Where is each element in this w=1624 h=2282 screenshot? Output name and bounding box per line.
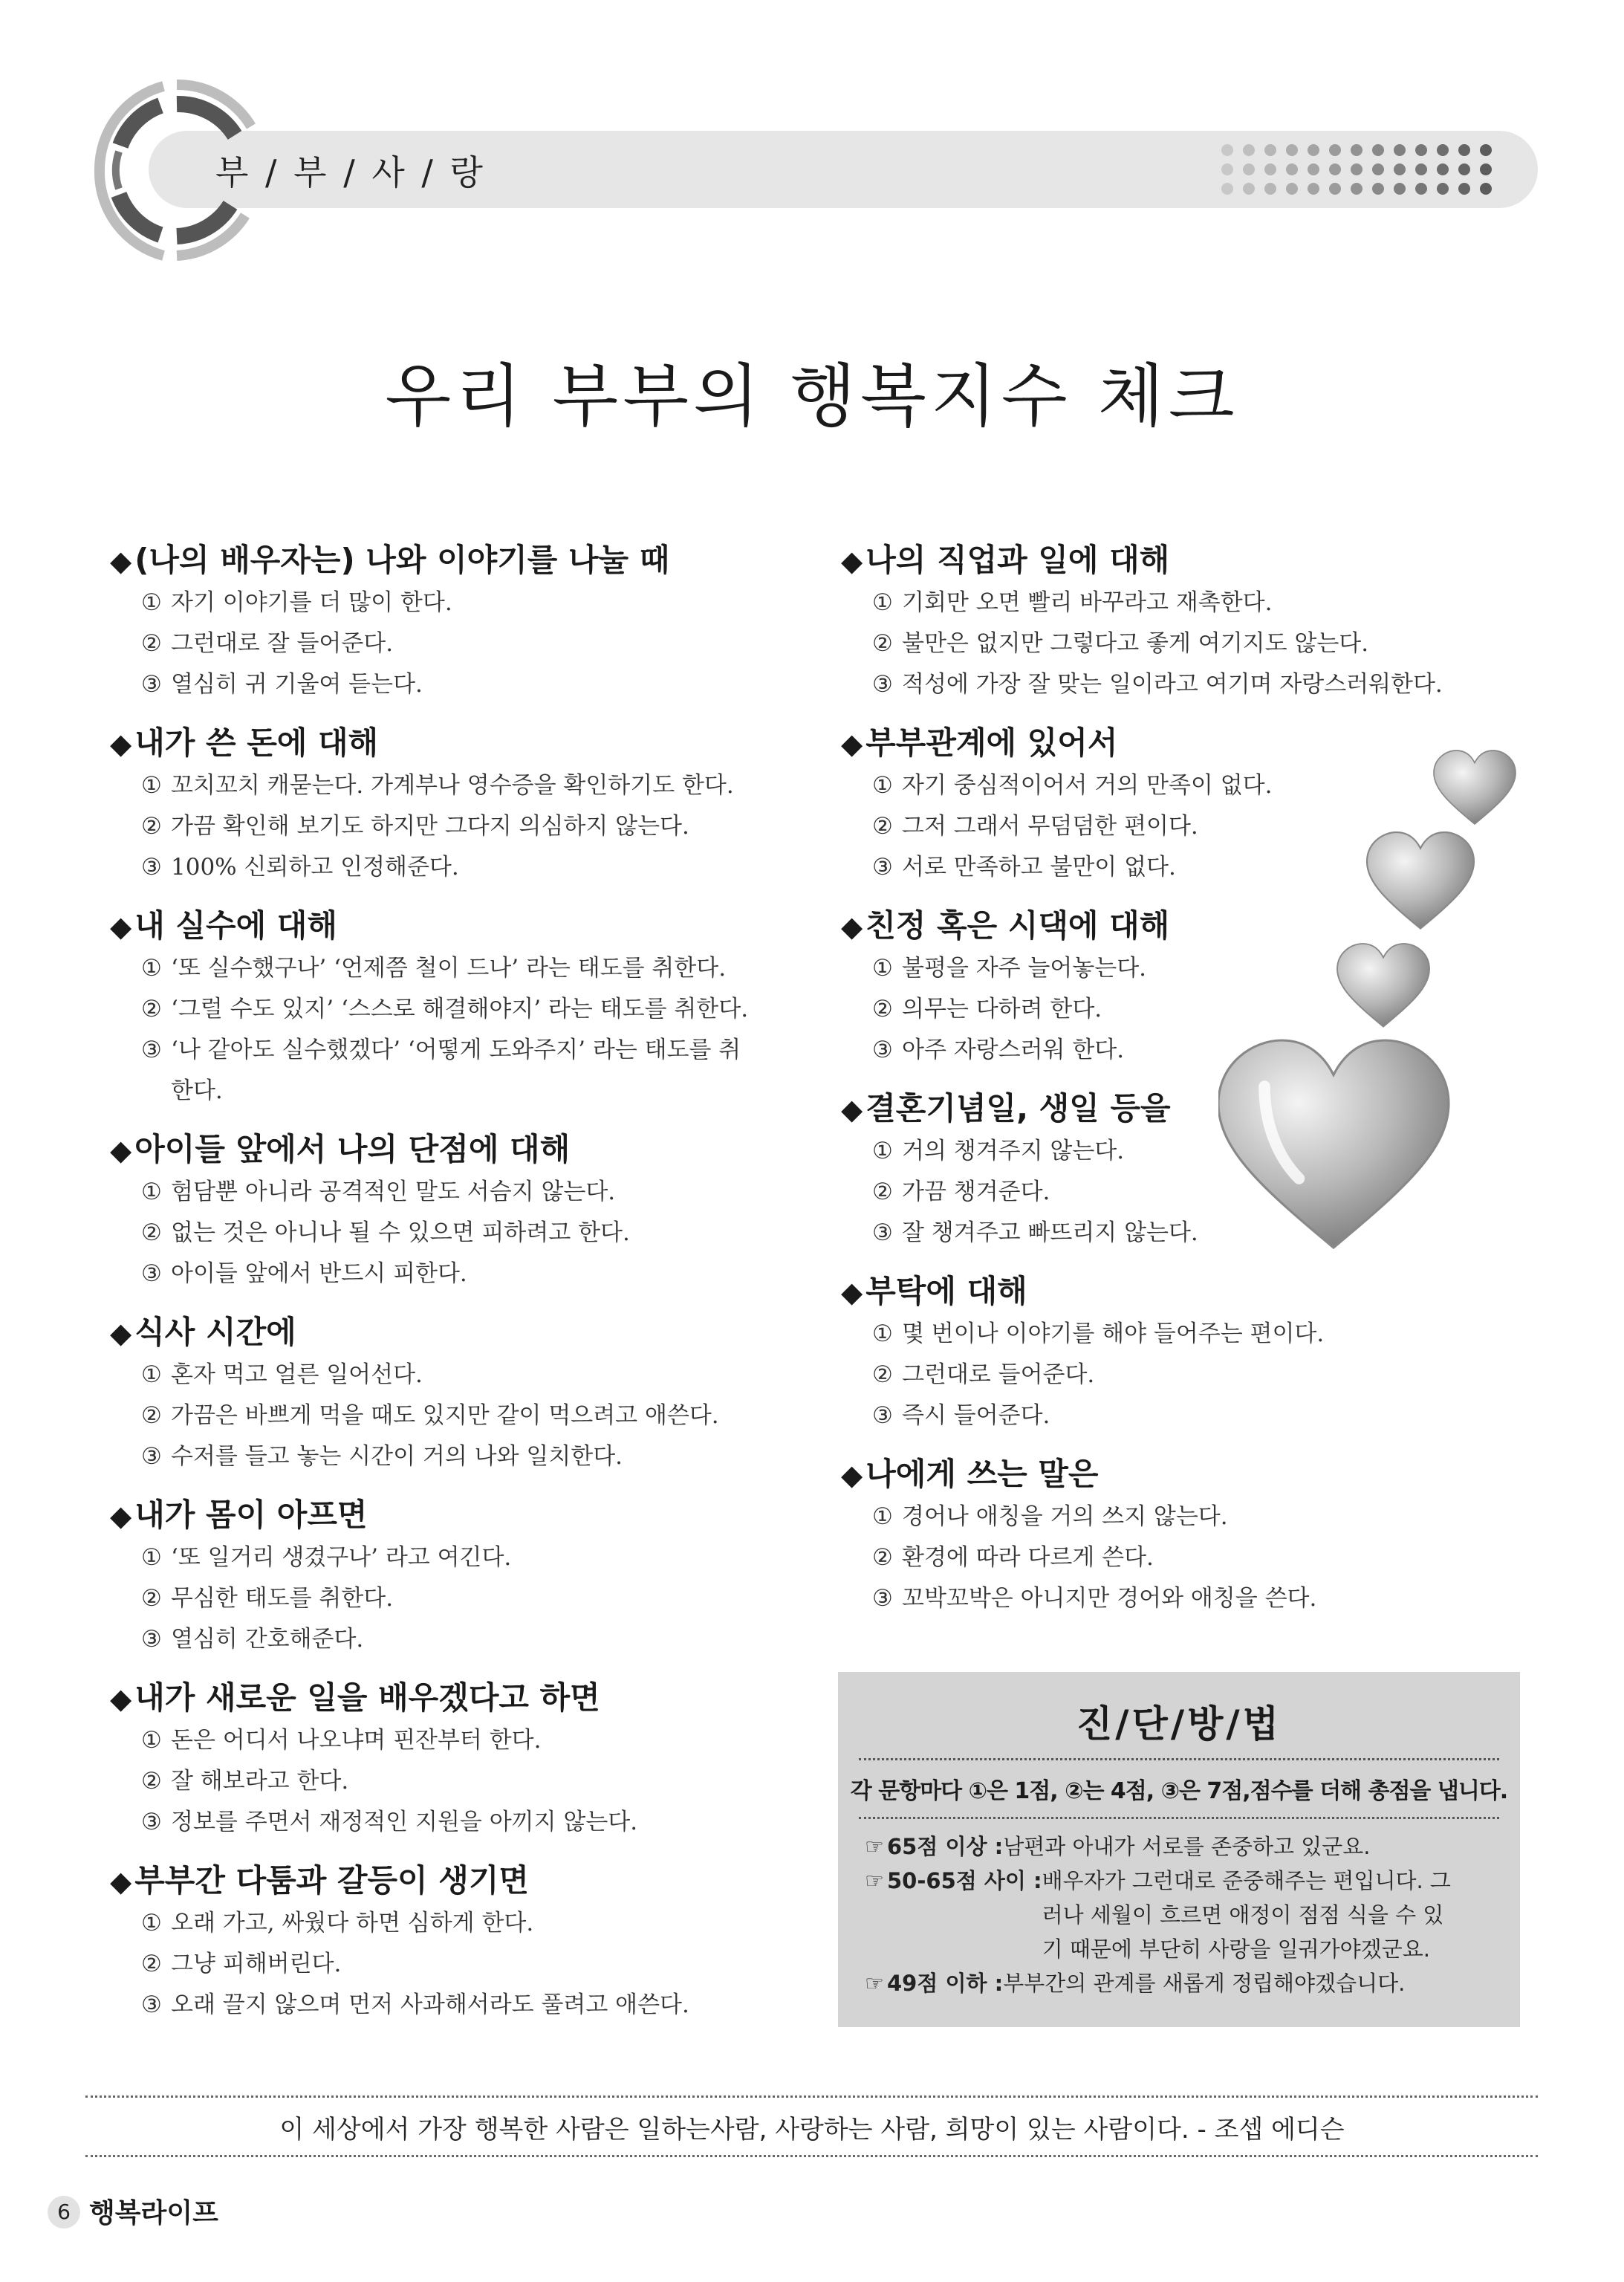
diamond-bullet-icon: ◆ <box>841 1276 863 1309</box>
diamond-bullet-icon: ◆ <box>110 1134 132 1167</box>
answer-option: ② 가끔은 바쁘게 먹을 때도 있지만 같이 먹으려고 애쓴다. <box>141 1402 719 1429</box>
footer-quote: 이 세상에서 가장 행복한 사람은 일하는사람, 사랑하는 사람, 희망이 있는 사람이다. - 조셉 에디슨 <box>279 2115 1345 2145</box>
dot <box>1480 144 1492 156</box>
answer-option: ② 가끔 챙겨준다. <box>872 1179 1050 1205</box>
pointing-hand-icon: ☞ <box>865 1868 884 1893</box>
answer-option: ② 그냥 피해버린다. <box>141 1951 342 1977</box>
answer-option: ② 그저 그래서 무덤덤한 편이다. <box>872 813 1198 840</box>
dot <box>1372 144 1384 156</box>
dot <box>1329 163 1341 175</box>
dot <box>1458 144 1470 156</box>
heart-icon <box>1218 1040 1449 1248</box>
divider <box>85 2095 1538 2098</box>
question-block <box>110 1676 808 1843</box>
dot <box>1286 163 1298 175</box>
result-item: ☞ 49점 이하 : 부부간의 관계를 새롭게 정립해야겠습니다. <box>865 1966 1520 2000</box>
answer-option: ① 자기 중심적이어서 거의 만족이 없다. <box>872 772 1273 799</box>
question-block <box>110 1311 808 1477</box>
answer-option: ① 돈은 어디서 나오냐며 핀잔부터 한다. <box>141 1727 542 1754</box>
answer-option: ① 경어나 애칭을 거의 쓰지 않는다. <box>872 1503 1228 1530</box>
question-block <box>110 539 808 705</box>
dot <box>1394 183 1406 195</box>
diamond-bullet-icon: ◆ <box>841 1093 863 1126</box>
question-block <box>110 904 808 1112</box>
dot <box>1394 144 1406 156</box>
answer-option: ③ 아주 자랑스러워 한다. <box>872 1037 1125 1063</box>
dot <box>1480 163 1492 175</box>
dot <box>1437 183 1449 195</box>
heart-icon <box>1434 751 1516 824</box>
answer-option: ① 험담뿐 아니라 공격적인 말도 서슴지 않는다. <box>141 1179 616 1205</box>
divider <box>859 1817 1499 1819</box>
answer-option-continued: 한다. <box>171 1077 223 1104</box>
question-title: ◆ 식사 시간에 <box>110 1311 808 1355</box>
answer-option: ③ 100% 신뢰하고 인정해준다. <box>141 854 459 881</box>
question-title: ◆ 내 실수에 대해 <box>110 904 808 948</box>
page-header <box>0 0 1624 268</box>
dot <box>1308 144 1319 156</box>
diamond-bullet-icon: ◆ <box>110 727 132 760</box>
answer-option: ① 혼자 먹고 얼른 일어선다. <box>141 1361 423 1388</box>
answer-option: ② 불만은 없지만 그렇다고 좋게 여기지도 않는다. <box>872 630 1369 657</box>
dot <box>1329 144 1341 156</box>
magazine-name: 행복라이프 <box>89 2198 218 2228</box>
page-number: 6 <box>48 2196 80 2228</box>
answer-option: ③ 꼬박꼬박은 아니지만 경어와 애칭을 쓴다. <box>872 1585 1317 1612</box>
scoring-method: 각 문항마다 ①은 1점, ②는 4점, ③은 7점,점수를 더해 총점을 냅니다. <box>850 1778 1508 1804</box>
answer-option: ① ‘또 일거리 생겼구나’ 라고 여긴다. <box>141 1544 512 1571</box>
dot <box>1264 183 1276 195</box>
answer-option: ③ 수저를 들고 놓는 시간이 거의 나와 일치한다. <box>141 1443 623 1470</box>
diagnosis-box <box>838 1672 1520 2027</box>
dot <box>1308 183 1319 195</box>
answer-option: ② 그런대로 들어준다. <box>872 1361 1095 1388</box>
diamond-bullet-icon: ◆ <box>110 545 132 577</box>
diamond-bullet-icon: ◆ <box>841 545 863 577</box>
answer-option: ① 불평을 자주 늘어놓는다. <box>872 955 1147 982</box>
dot <box>1243 163 1255 175</box>
dot <box>1415 183 1427 195</box>
question-block <box>110 1859 808 2026</box>
answer-option: ③ 잘 챙겨주고 빠뜨리지 않는다. <box>872 1219 1198 1246</box>
question-title: ◆ 친정 혹은 시댁에 대해 <box>841 904 1510 948</box>
answer-option: ① 거의 챙겨주지 않는다. <box>872 1138 1125 1164</box>
dot <box>1308 163 1319 175</box>
dot <box>1221 183 1233 195</box>
question-title: ◆ 부부관계에 있어서 <box>841 722 1510 765</box>
heart-icon <box>1367 832 1474 929</box>
pointing-hand-icon: ☞ <box>865 1834 884 1859</box>
divider <box>85 2155 1538 2157</box>
divider <box>859 1758 1499 1760</box>
diamond-bullet-icon: ◆ <box>841 1459 863 1491</box>
diamond-bullet-icon: ◆ <box>110 1682 132 1715</box>
dot <box>1437 144 1449 156</box>
dot <box>1351 183 1362 195</box>
dot <box>1286 144 1298 156</box>
answer-option: ② 없는 것은 아니나 될 수 있으면 피하려고 한다. <box>141 1219 630 1246</box>
question-title: ◆ 나의 직업과 일에 대해 <box>841 539 1510 583</box>
result-list <box>865 1829 1520 2000</box>
dot <box>1372 183 1384 195</box>
question-block <box>841 1453 1510 1619</box>
answer-option: ① 몇 번이나 이야기를 해야 들어주는 편이다. <box>872 1320 1325 1347</box>
answer-option: ② 그런대로 잘 들어준다. <box>141 630 394 657</box>
dot <box>1264 144 1276 156</box>
pointing-hand-icon: ☞ <box>865 1971 884 1996</box>
dot <box>1437 163 1449 175</box>
answer-option: ① 기회만 오면 빨리 바꾸라고 재촉한다. <box>872 589 1273 616</box>
dot <box>1458 183 1470 195</box>
question-title: ◆ 내가 새로운 일을 배우겠다고 하면 <box>110 1676 808 1720</box>
diagnosis-title: 진/단/방/법 <box>1076 1702 1282 1745</box>
diamond-bullet-icon: ◆ <box>841 910 863 943</box>
diamond-bullet-icon: ◆ <box>841 727 863 760</box>
dot <box>1221 144 1233 156</box>
answer-option: ② 잘 해보라고 한다. <box>141 1768 349 1795</box>
dot <box>1372 163 1384 175</box>
answer-option: ① 꼬치꼬치 캐묻는다. 가계부나 영수증을 확인하기도 한다. <box>141 772 734 799</box>
result-item: ☞ 65점 이상 : 남편과 아내가 서로를 존중하고 있군요. <box>865 1829 1520 1864</box>
answer-option: ① 오래 가고, 싸웠다 하면 심하게 한다. <box>141 1910 534 1936</box>
dot <box>1351 163 1362 175</box>
answer-option: ② 의무는 다하려 한다. <box>872 996 1102 1022</box>
answer-option: ③ ‘나 같아도 실수했겠다’ ‘어떻게 도와주지’ 라는 태도를 취 <box>141 1037 741 1063</box>
answer-option: ③ 정보를 주면서 재정적인 지원을 아끼지 않는다. <box>141 1809 638 1835</box>
result-item: ☞ 50-65점 사이 : 배우자가 그런대로 준중해주는 편입니다. 그러나 세월이 흐르면 애정이 점점 식을 수 있기 때문에 부단히 사랑을 일궈가야겠군요. <box>865 1864 1520 1966</box>
question-block <box>841 539 1510 705</box>
diamond-bullet-icon: ◆ <box>110 1500 132 1532</box>
question-block <box>110 722 808 888</box>
diamond-bullet-icon: ◆ <box>110 910 132 943</box>
dot <box>1394 163 1406 175</box>
answer-option: ③ 즉시 들어준다. <box>872 1402 1050 1429</box>
question-block <box>110 1128 808 1294</box>
answer-option: ② 가끔 확인해 보기도 하지만 그다지 의심하지 않는다. <box>141 813 689 840</box>
question-block <box>110 1494 808 1660</box>
dot <box>1221 163 1233 175</box>
answer-option: ② ‘그럴 수도 있지’ ‘스스로 해결해야지’ 라는 태도를 취한다. <box>141 996 749 1022</box>
heart-icon <box>1337 944 1429 1027</box>
question-title: ◆ 내가 쓴 돈에 대해 <box>110 722 808 765</box>
answer-option: ① ‘또 실수했구나’ ‘언제쯤 철이 드나’ 라는 태도를 취한다. <box>141 955 727 982</box>
dot-pattern-icon <box>1218 141 1508 201</box>
dot <box>1480 183 1492 195</box>
dot <box>1415 163 1427 175</box>
section-label: 부 / 부 / 사 / 랑 <box>215 152 486 192</box>
question-title: ◆ 부탁에 대해 <box>841 1270 1510 1314</box>
question-title: ◆ 나에게 쓰는 말은 <box>841 1453 1510 1497</box>
dot <box>1329 183 1341 195</box>
diamond-bullet-icon: ◆ <box>110 1317 132 1349</box>
answer-option: ② 무심한 태도를 취한다. <box>141 1585 394 1612</box>
dot <box>1415 144 1427 156</box>
diamond-bullet-icon: ◆ <box>110 1865 132 1898</box>
page-title: 우리 부부의 행복지수 체크 <box>385 357 1239 436</box>
question-title: ◆ 부부간 다툼과 갈등이 생기면 <box>110 1859 808 1903</box>
question-title: ◆ (나의 배우자는) 나와 이야기를 나눌 때 <box>110 539 808 583</box>
answer-option: ③ 열심히 간호해준다. <box>141 1626 364 1653</box>
answer-option: ③ 열심히 귀 기울여 듣는다. <box>141 671 423 698</box>
question-title: ◆ 결혼기념일, 생일 등을 <box>841 1087 1510 1131</box>
question-title: ◆ 내가 몸이 아프면 <box>110 1494 808 1537</box>
answer-option: ③ 서로 만족하고 불만이 없다. <box>872 854 1176 881</box>
dot <box>1243 144 1255 156</box>
dot <box>1286 183 1298 195</box>
dot <box>1458 163 1470 175</box>
left-question-column <box>110 539 808 2042</box>
answer-option: ③ 적성에 가장 잘 맞는 일이라고 여기며 자랑스러워한다. <box>872 671 1443 698</box>
dot <box>1264 163 1276 175</box>
hearts-decoration <box>1218 743 1530 1352</box>
dot <box>1351 144 1362 156</box>
answer-option: ② 환경에 따라 다르게 쓴다. <box>872 1544 1154 1571</box>
question-title: ◆ 아이들 앞에서 나의 단점에 대해 <box>110 1128 808 1172</box>
answer-option: ③ 아이들 앞에서 반드시 피한다. <box>141 1260 467 1287</box>
dot <box>1243 183 1255 195</box>
answer-option: ③ 오래 끌지 않으며 먼저 사과해서라도 풀려고 애쓴다. <box>141 1991 689 2018</box>
answer-option: ① 자기 이야기를 더 많이 한다. <box>141 589 452 616</box>
